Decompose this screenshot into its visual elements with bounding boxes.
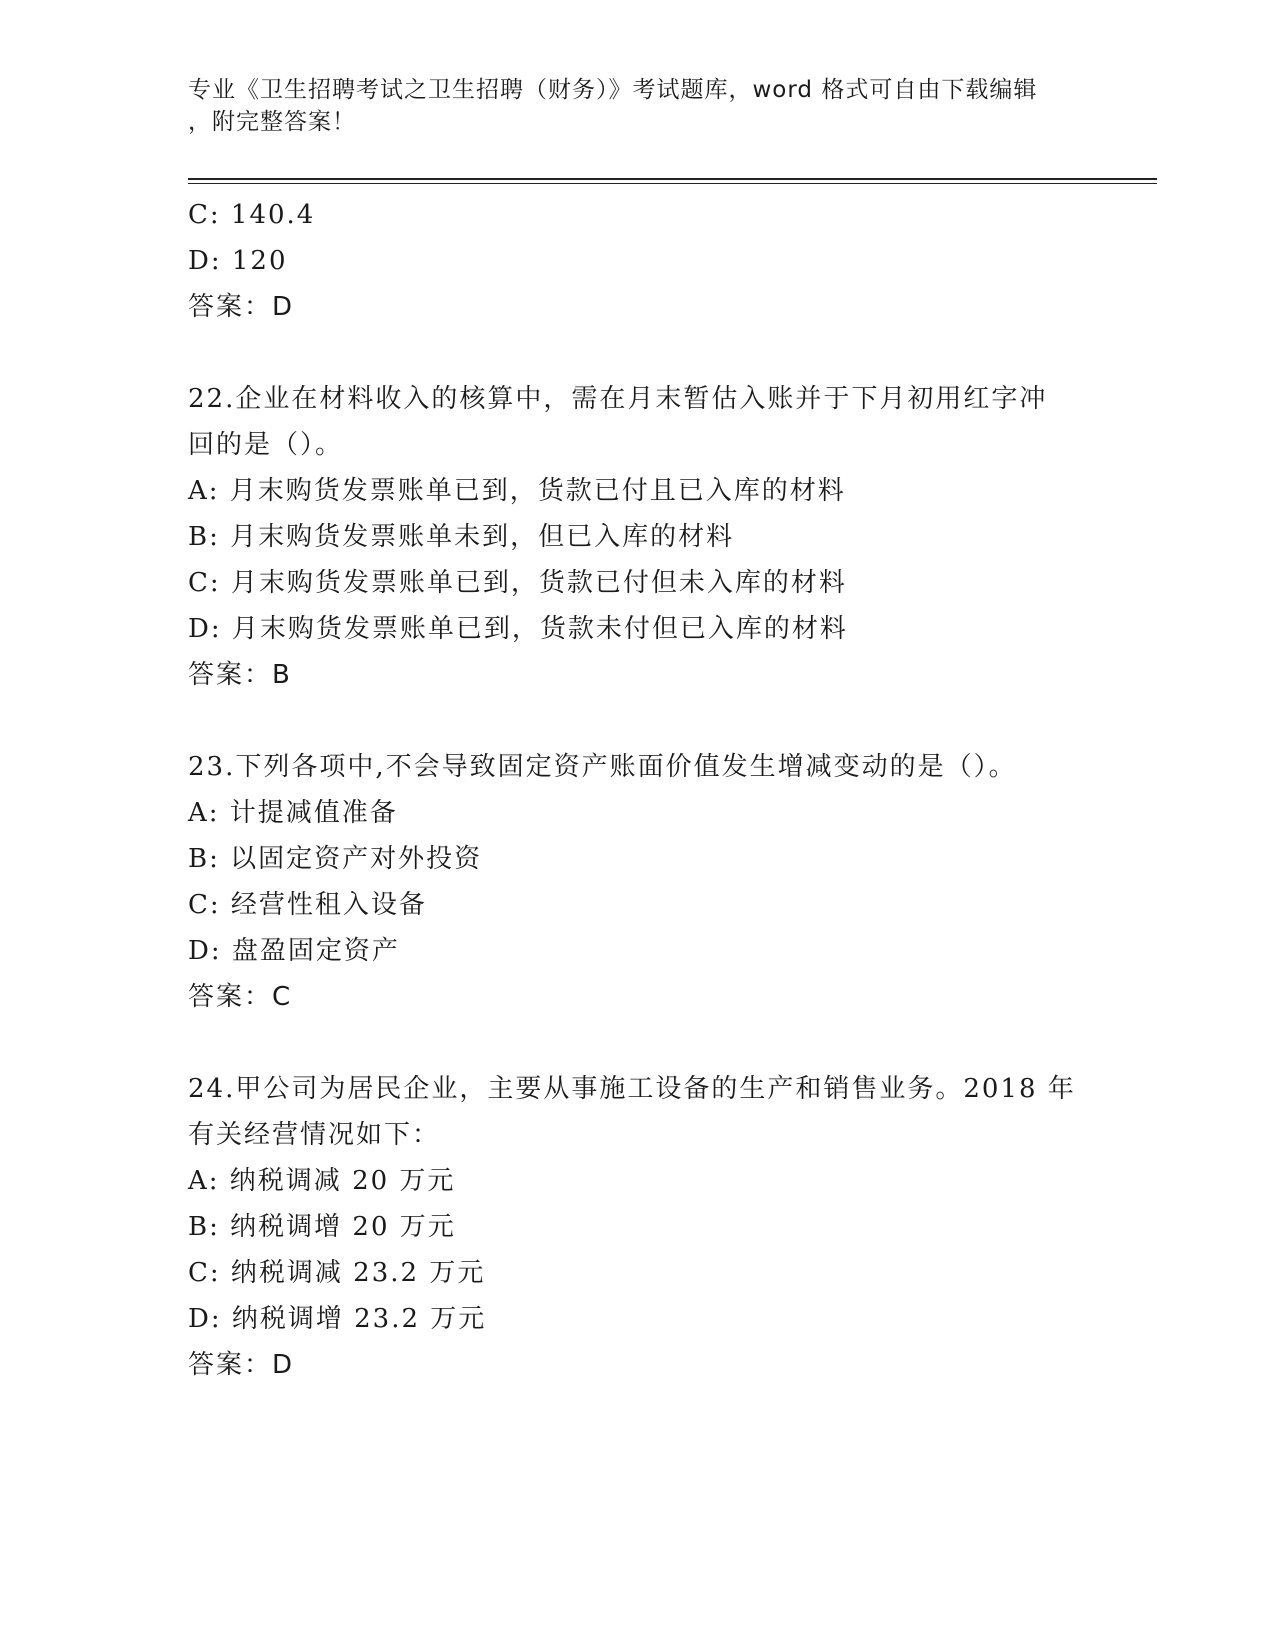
q22-option-a: A: 月末购货发票账单已到，货款已付且已入库的材料 xyxy=(188,476,846,506)
q22-answer: 答案：B xyxy=(188,660,292,690)
q22-stem-line-1: 22.企业在材料收入的核算中，需在月末暂估入账并于下月初用红字冲 xyxy=(188,384,1048,414)
header-rule-thick xyxy=(188,178,1157,180)
q24-option-c: C: 纳税调减 23.2 万元 xyxy=(188,1258,486,1288)
question-22 xyxy=(188,376,1157,698)
question-24 xyxy=(188,1066,1157,1388)
header-rule-thin xyxy=(188,183,1157,184)
q21-option-c: C: 140.4 xyxy=(188,200,316,230)
question-content xyxy=(188,192,1157,1388)
spacer xyxy=(188,330,1157,376)
q22-option-d: D: 月末购货发票账单已到，货款未付但已入库的材料 xyxy=(188,614,848,644)
q21-option-d: D: 120 xyxy=(188,246,288,276)
q23-option-b: B: 以固定资产对外投资 xyxy=(188,844,483,874)
header-line-1: 专业《卫生招聘考试之卫生招聘（财务）》考试题库，word 格式可自由下载编辑 xyxy=(188,77,1038,103)
q22-option-c: C: 月末购货发票账单已到，货款已付但未入库的材料 xyxy=(188,568,847,598)
q21-answer: 答案：D xyxy=(188,292,295,322)
spacer xyxy=(188,1020,1157,1066)
q24-stem-line-2: 有关经营情况如下： xyxy=(188,1120,441,1150)
document-header xyxy=(188,74,1068,138)
q24-stem-line-1: 24.甲公司为居民企业，主要从事施工设备的生产和销售业务。2018 年 xyxy=(188,1074,1076,1104)
q24-option-a: A: 纳税调减 20 万元 xyxy=(188,1166,456,1196)
header-line-2: ，附完整答案！ xyxy=(188,109,356,135)
spacer xyxy=(188,698,1157,744)
q23-option-d: D: 盘盈固定资产 xyxy=(188,936,400,966)
question-21 xyxy=(188,192,1157,330)
q24-option-d: D: 纳税调增 23.2 万元 xyxy=(188,1304,487,1334)
q22-option-b: B: 月末购货发票账单未到，但已入库的材料 xyxy=(188,522,735,552)
q23-answer: 答案：C xyxy=(188,982,293,1012)
q24-option-b: B: 纳税调增 20 万元 xyxy=(188,1212,456,1242)
q23-stem-line-1: 23.下列各项中,不会导致固定资产账面价值发生增减变动的是（）。 xyxy=(188,752,1017,782)
q24-answer: 答案：D xyxy=(188,1350,295,1380)
q23-option-c: C: 经营性租入设备 xyxy=(188,890,427,920)
q23-option-a: A: 计提减值准备 xyxy=(188,798,398,828)
q22-stem-line-2: 回的是（）。 xyxy=(188,430,344,460)
question-23 xyxy=(188,744,1157,1020)
